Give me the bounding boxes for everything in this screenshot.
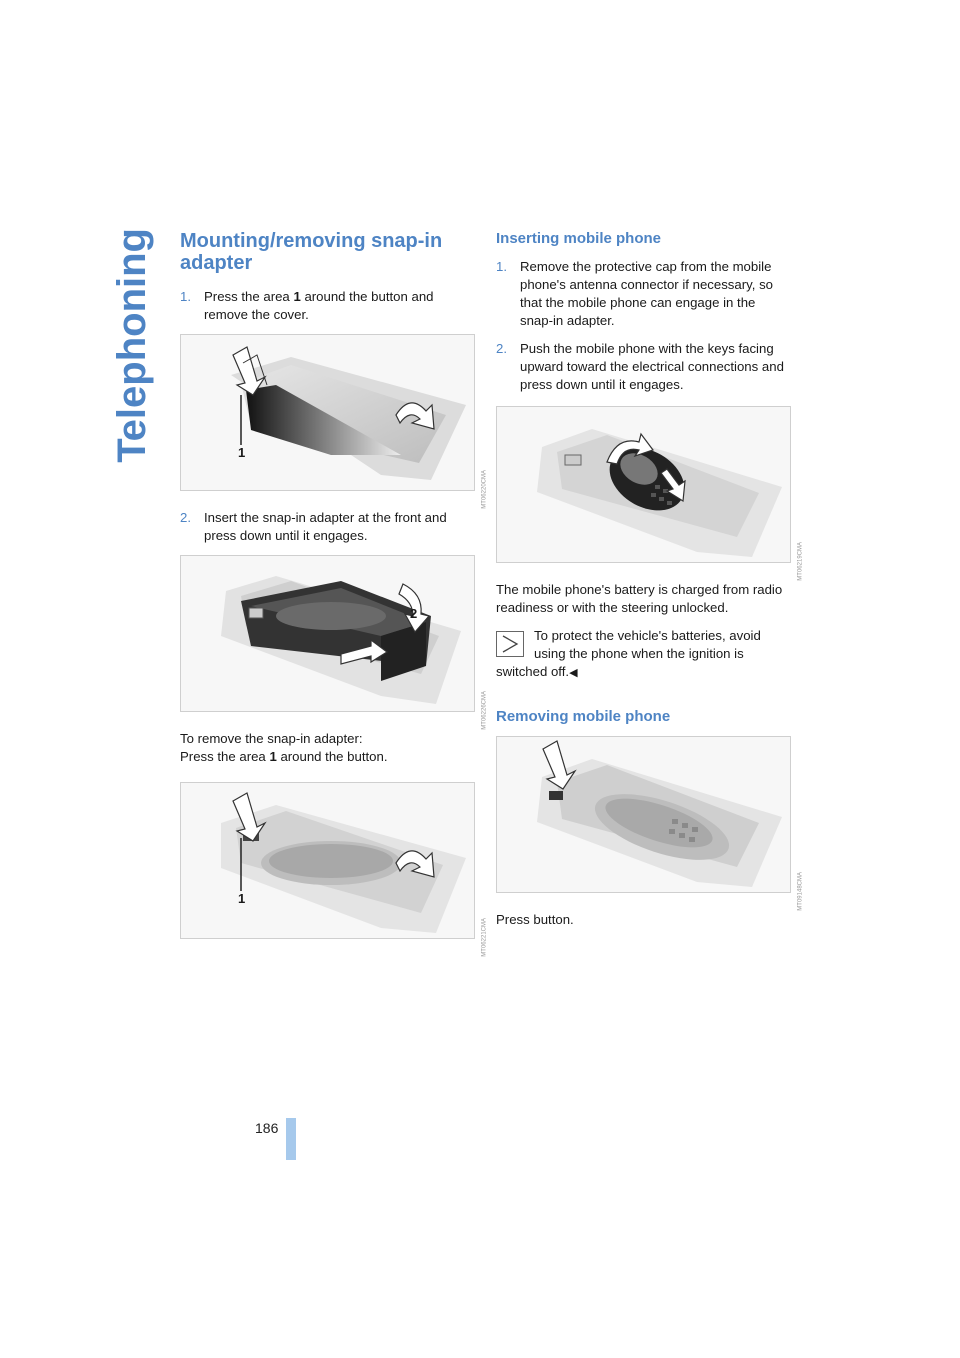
left-column <box>180 230 488 957</box>
figure-code: MT06220CMA <box>482 470 488 509</box>
figure-remove-phone <box>496 736 804 911</box>
right-column <box>496 230 804 939</box>
end-mark-icon: ◀ <box>569 667 578 679</box>
figure-code: MT09148CMA <box>798 872 804 911</box>
step-text: Insert the snap-in adapter at the front and press down until it engages. <box>204 510 447 543</box>
note-box <box>496 627 791 682</box>
remove-adapter-text <box>180 730 475 766</box>
section-heading-inserting: Inserting mobile phone <box>496 230 662 247</box>
step-1 <box>496 258 791 330</box>
phone-insert-illustration <box>497 407 790 562</box>
adapter-illustration <box>181 556 474 711</box>
phone-remove-illustration <box>497 737 790 892</box>
section-heading-removing: Removing mobile phone <box>496 708 671 725</box>
step-number: 2. <box>180 510 191 525</box>
figure-code: MT06226CMA <box>482 691 488 730</box>
cover-illustration <box>181 335 474 490</box>
page-number: 186 <box>255 1120 279 1136</box>
remove-text: Press the area <box>180 749 270 764</box>
figure-callout: 1 <box>238 891 246 906</box>
step-1 <box>180 288 475 324</box>
page-bar <box>286 1118 296 1160</box>
step-number: 1. <box>180 289 191 304</box>
remove-text: around the button. <box>276 749 388 764</box>
step-bold: 1 <box>293 289 301 304</box>
figure-remove-cover <box>180 334 488 509</box>
note-text: To protect the vehicle's batteries, avoid using the phone when the ignition is switched off. <box>496 628 761 679</box>
remove-intro: To remove the snap-in adapter: <box>180 731 363 746</box>
figure-code: MT06219CMA <box>798 542 804 581</box>
remove-illustration <box>181 783 474 938</box>
section-heading-mounting: Mounting/removing snap-in adapter <box>180 230 443 274</box>
step-number: 1. <box>496 259 507 274</box>
step-number: 2. <box>496 341 507 356</box>
remove-bold: 1 <box>269 749 277 764</box>
figure-callout: 1 <box>238 445 246 460</box>
step-text: Push the mobile phone with the keys facing upward toward the electrical connections and press down until it engages. <box>520 341 784 392</box>
figure-insert-phone <box>496 406 804 581</box>
side-title: Telephoning <box>110 228 154 463</box>
step-text: Remove the protective cap from the mobile phone's antenna connector if necessary, so that the mobile phone can engage in the snap-in adapter. <box>520 259 773 328</box>
figure-callout: 2 <box>410 606 418 621</box>
figure-insert-adapter <box>180 555 488 730</box>
step-text: around the button and remove the cover. <box>204 289 434 322</box>
triangle-note-icon <box>496 631 524 657</box>
battery-text: The mobile phone's battery is charged from radio readiness or with the steering unlocked. <box>496 582 783 615</box>
press-button-text: Press button. <box>496 912 574 927</box>
figure-remove-adapter <box>180 782 488 957</box>
figure-code: MT06221CMA <box>482 918 488 957</box>
step-2 <box>180 509 475 545</box>
step-text: Press the area <box>204 289 294 304</box>
step-2 <box>496 340 791 394</box>
